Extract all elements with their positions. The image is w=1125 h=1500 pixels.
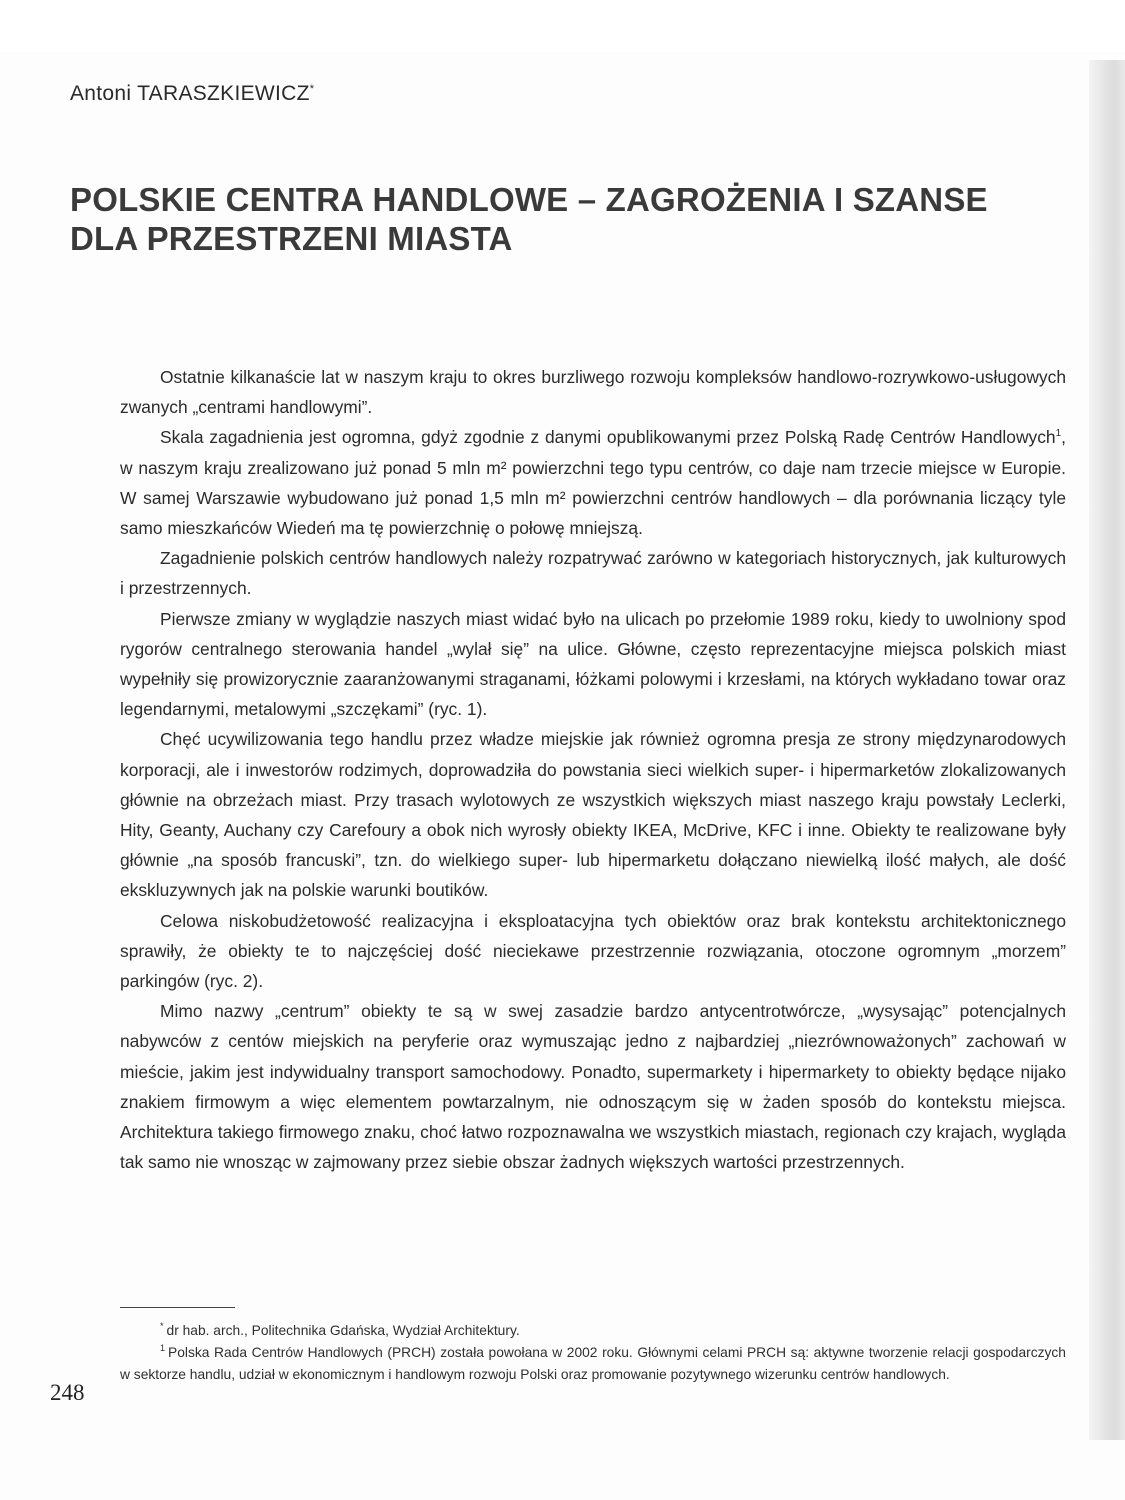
paragraph-2-part-a: Skala zagadnienia jest ogromna, gdyż zgodnie z danymi opublikowanymi przez Polską Radę Centrów Handlowych [160,427,1056,448]
footnote-1-mark: 1 [160,1343,166,1354]
paragraph-2-part-b: , w naszym kraju zrealizowano już ponad 5 mln m² powierzchni tego typu centrów, co daje nam trzecie miejsce w Europie. W samej Warszawie wybudowano już ponad 1,5 mln m² powierzchni centrów handlowych – dla porównania liczący tyle samo mieszkańców Wiedeń ma tę powierzchnię o połowę mniejszą. [120,427,1066,539]
paragraph-6: Celowa niskobudżetowość realizacyjna i eksploatacyjna tych obiektów oraz brak kontekstu architektonicznego sprawiły, że obiekty te to najczęściej dość nieciekawe przestrzennie rozwiązania, otoczone ogromnym „morzem” parkingów (ryc. 2). [120,910,1066,992]
paragraph-4: Pierwsze zmiany w wyglądzie naszych miast widać było na ulicach po przełomie 1989 roku, kiedy to uwolniony spod rygorów centralnego sterowania handel „wylał się” na ulice. Główne, często reprezentacyjne miejsca polskich miast wypełniły się prowizorycznie zaaranżowanymi straganami, łóżkami polowymi i krzesłami, na których wykładano towar oraz legendarnymi, metalowymi „szczękami” (ryc. 1). [120,608,1066,720]
paragraph-3: Zagadnienie polskich centrów handlowych należy rozpatrywać zarówno w kategoriach historycznych, jak kulturowych i przestrzennych. [120,548,1066,599]
author-line [70,82,314,106]
footnote-reference-1: 1 [1055,428,1062,440]
title-line-2: DLA PRZESTRZENI MIASTA [70,220,513,257]
scan-margin-top [0,0,1125,52]
author-name: Antoni TARASZKIEWICZ [70,82,310,105]
footnotes [120,1320,1066,1386]
footnote-author-mark: * [160,1321,164,1332]
paragraph-2 [120,422,1066,543]
title-line-1: POLSKIE CENTRA HANDLOWE – ZAGROŻENIA I SZANSE [70,181,988,218]
footnote-1-text: Polska Rada Centrów Handlowych (PRCH) została powołana w 2002 roku. Głównymi celami PRCH są: aktywne tworzenie relacji gospodarczych w sektorze handlu, udział w ekonomicznym i handlowym rozwoju Polski oraz promowanie pozytywnego wizerunku centrów handlowych. [120,1345,1066,1382]
article-body [120,362,1066,1177]
footnote-1 [120,1342,1066,1386]
footnote-author-text: dr hab. arch., Politechnika Gdańska, Wydział Architektury. [166,1323,520,1338]
footnote-author [120,1320,1066,1342]
paragraph-5: Chęć ucywilizowania tego handlu przez władze miejskie jak również ogromna presja ze strony międzynarodowych korporacji, ale i inwestorów rodzimych, doprowadziła do powstania sieci wielkich super- i hipermarketów zlokalizowanych głównie na obrzeżach miast. Przy trasach wylotowych ze wszystkich większych miast naszego kraju powstały Leclerki, Hity, Geanty, Auchany czy Carefoury a obok nich wyrosły obiekty IKEA, McDrive, KFC i inne. Obiekty te realizowane były głównie „na sposób francuski”, tzn. do wielkiego super- lub hipermarketu dołączano niewielką ilość małych, ale dość ekskluzywnych jak na polskie warunki boutików. [120,729,1066,901]
author-footnote-marker: * [309,83,315,95]
paragraph-7: Mimo nazwy „centrum” obiekty te są w swej zasadzie bardzo antycentrotwórcze, „wysysając” potencjalnych nabywców z centów miejskich na peryferie oraz wymuszając jedno z najbardziej „niezrównoważonych” zachowań w mieście, jakim jest indywidualny transport samochodowy. Ponadto, supermarkety i hipermarkety to obiekty będące nijako znakiem firmowym a więc elementem powtarzalnym, nie odnoszącym się w żaden sposób do kontekstu miejsca. Architektura takiego firmowego znaku, choć łatwo rozpoznawalna we wszystkich miastach, regionach czy krajach, wygląda tak samo nie wnosząc w zajmowany przez siebie obszar żadnych większych wartości przestrzennych. [120,1001,1066,1173]
article-title [70,180,1030,258]
page-number: 248 [50,1380,85,1405]
footnote-divider [120,1307,235,1308]
scan-shadow-right [1089,60,1125,1440]
paragraph-1: Ostatnie kilkanaście lat w naszym kraju to okres burzliwego rozwoju kompleksów handlowo-rozrywkowo-usługowych zwanych „centrami handlowymi”. [120,367,1066,418]
